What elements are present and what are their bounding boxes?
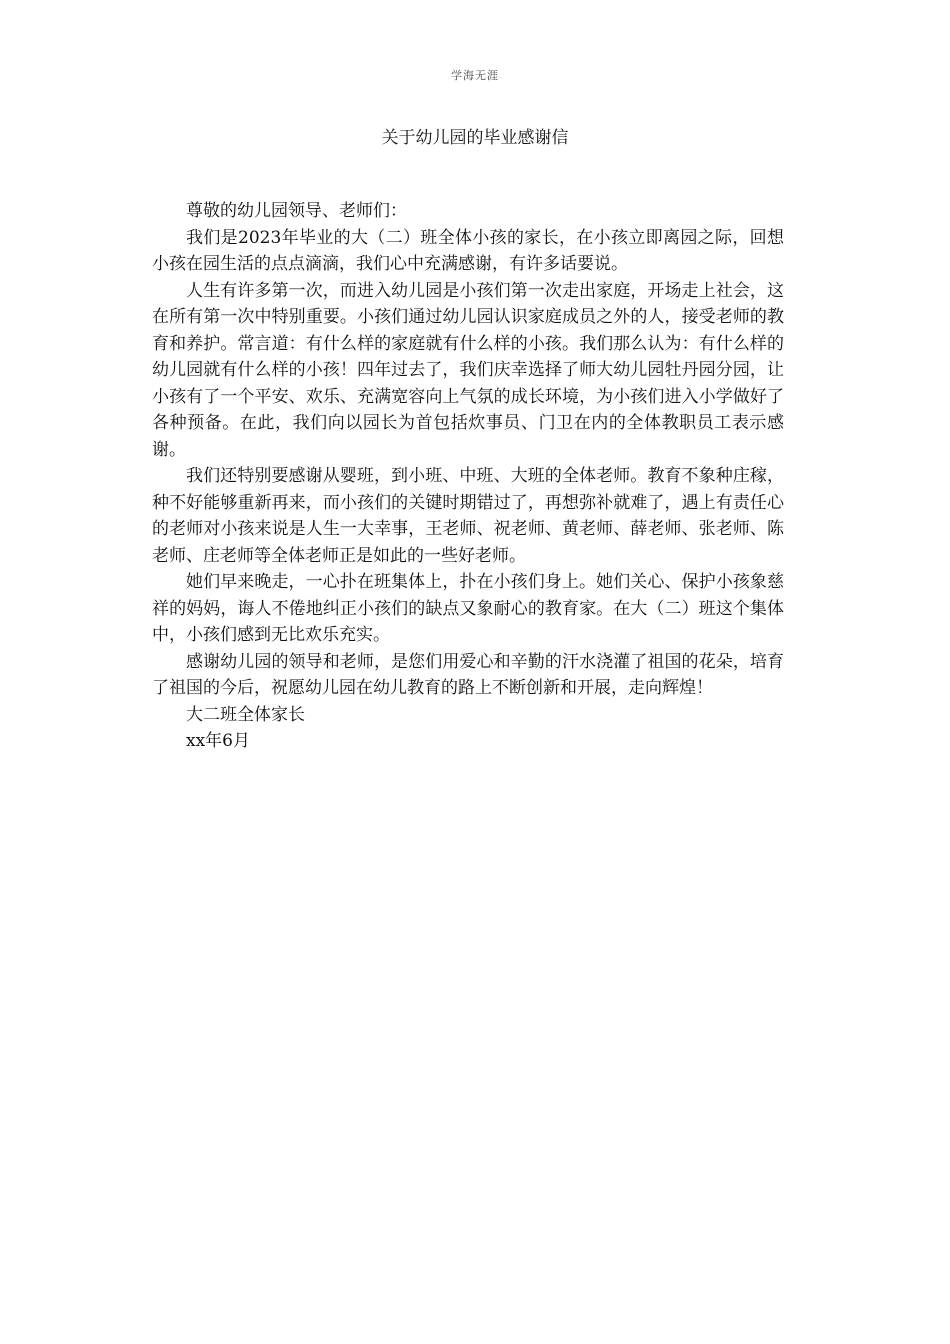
letter-paragraph-4: 她们早来晚走，一心扑在班集体上，扑在小孩们身上。她们关心、保护小孩象慈祥的妈妈，诲人不倦地纠正小孩们的缺点又象耐心的教育家。在大（二）班这个集体中，小孩们感到无比欢乐充实。 — [152, 572, 784, 645]
page-header: 学海无涯 — [451, 69, 499, 82]
letter-paragraph-1: 我们是2023年毕业的大（二）班全体小孩的家长，在小孩立即离园之际，回想小孩在园生活的点点滴滴，我们心中充满感谢，有许多话要说。 — [152, 227, 784, 274]
letter-paragraph-5: 感谢幼儿园的领导和老师，是您们用爱心和辛勤的汗水浇灌了祖国的花朵，培育了祖国的今后，祝愿幼儿园在幼儿教育的路上不断创新和开展，走向辉煌！ — [152, 651, 784, 698]
letter-body — [152, 198, 784, 755]
letter-paragraph-2: 人生有许多第一次，而进入幼儿园是小孩们第一次走出家庭，开场走上社会，这在所有第一次中特别重要。小孩们通过幼儿园认识家庭成员之外的人，接受老师的教育和养护。常言道：有什么样的家庭就有什么样的小孩。我们那么认为：有什么样的幼儿园就有什么样的小孩！四年过去了，我们庆幸选择了师大幼儿园牡丹园分园，让小孩有了一个平安、欢乐、充满宽容向上气氛的成长环境，为小孩们进入小学做好了各种预备。在此，我们向以园长为首包括炊事员、门卫在内的全体教职员工表示感谢。 — [152, 280, 784, 460]
letter-date: xx年6月 — [186, 731, 250, 751]
letter-salutation: 尊敬的幼儿园领导、老师们： — [186, 201, 407, 221]
letter-title: 关于幼儿园的毕业感谢信 — [381, 128, 569, 148]
letter-paragraph-3: 我们还特别要感谢从婴班，到小班、中班、大班的全体老师。教育不象种庄稼，种不好能够重新再来，而小孩们的关键时期错过了，再想弥补就难了，遇上有责任心的老师对小孩来说是人生一大幸事，王老师、祝老师、黄老师、薛老师、张老师、陈老师、庄老师等全体老师正是如此的一些好老师。 — [152, 466, 784, 566]
letter-signature: 大二班全体家长 — [186, 704, 305, 725]
